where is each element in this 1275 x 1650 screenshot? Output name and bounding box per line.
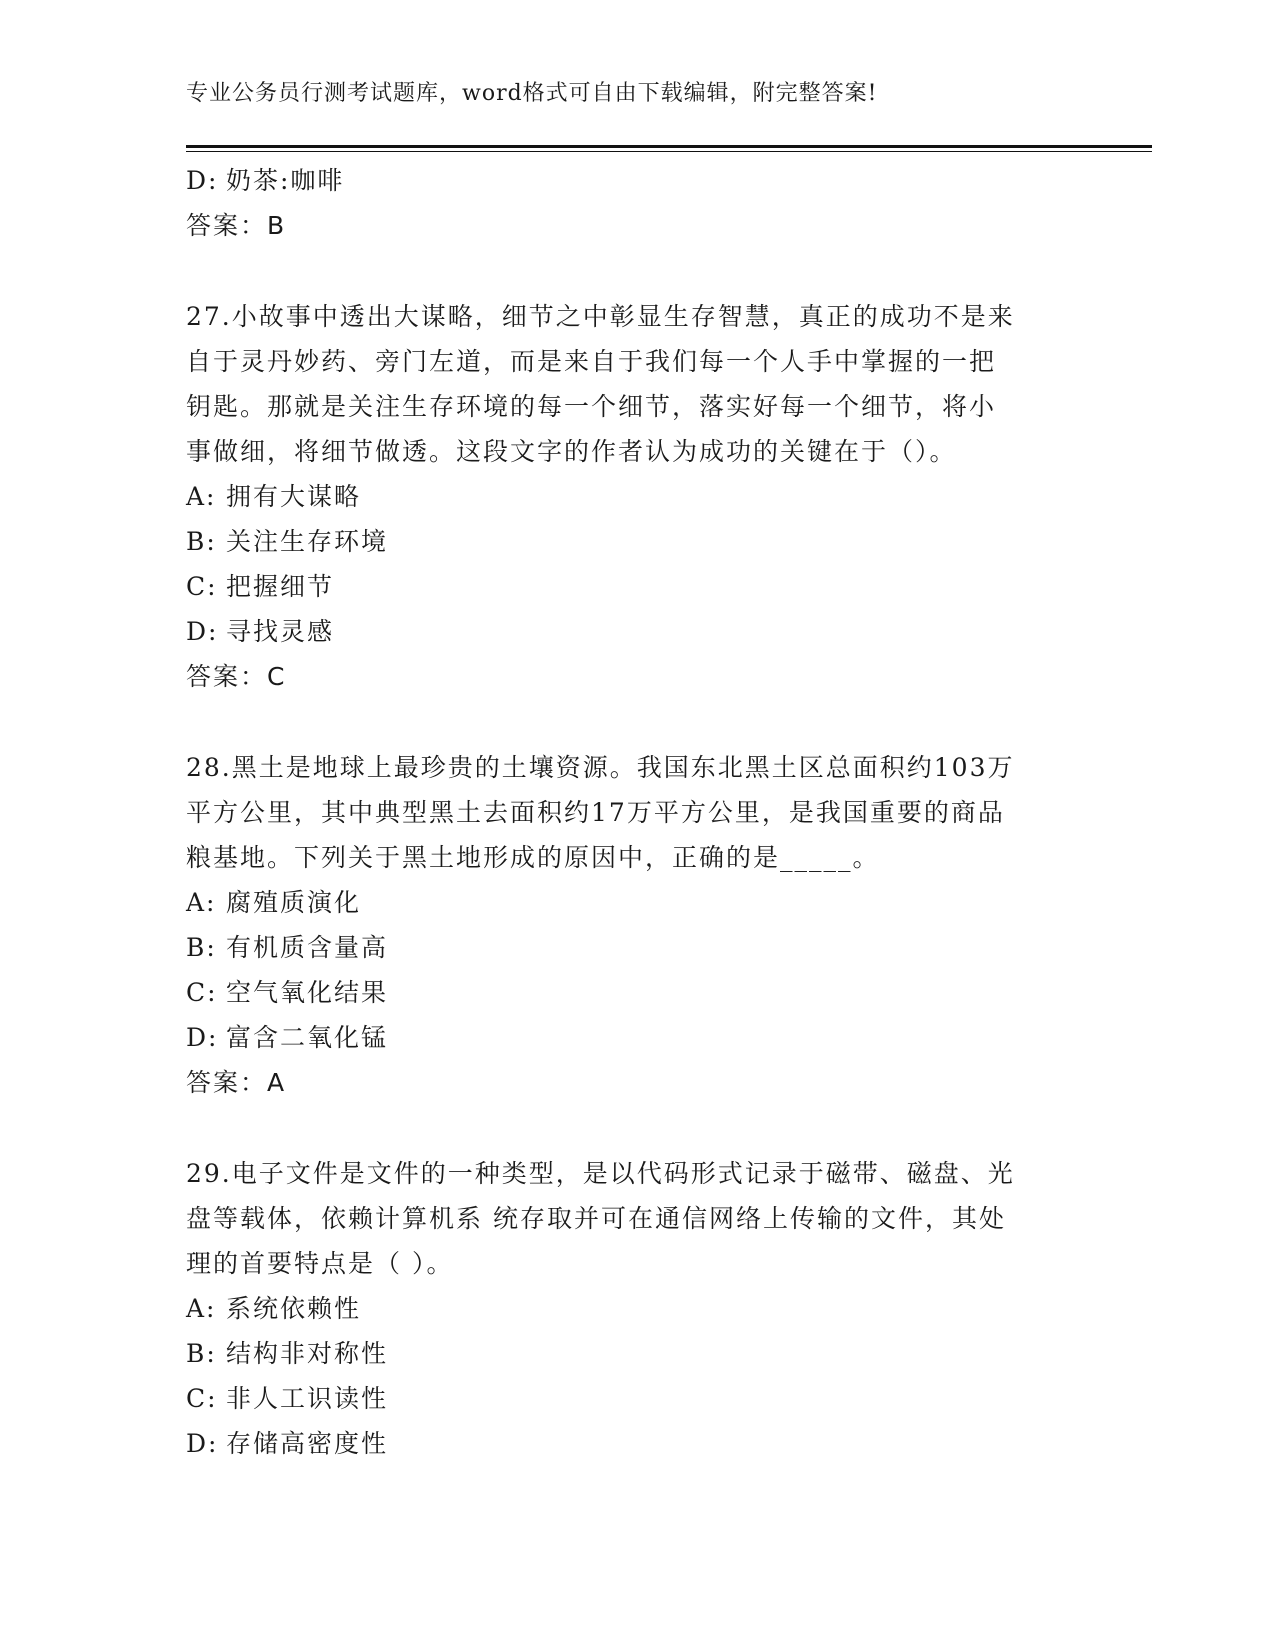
option-text: 关注生存环境 — [226, 527, 389, 556]
question-stem-line: 自于灵丹妙药、旁门左道，而是来自于我们每一个人手中掌握的一把 — [186, 347, 997, 376]
answer: 答案：C — [186, 662, 287, 691]
question-29 — [186, 1151, 1086, 1466]
option-a — [186, 880, 1086, 925]
question-stem-line: 平方公里，其中典型黑土去面积约17万平方公里，是我国重要的商品 — [186, 798, 1005, 827]
option-a — [186, 474, 1086, 519]
option-letter: A: — [186, 482, 217, 511]
option-text: 有机质含量高 — [226, 933, 389, 962]
option-c — [186, 970, 1086, 1015]
option-letter: C: — [186, 1384, 218, 1413]
spacer — [186, 248, 1086, 294]
option-text: 拥有大谋略 — [226, 482, 362, 511]
page-content — [186, 158, 1086, 1466]
option-text: 寻找灵感 — [226, 617, 335, 646]
option-d — [186, 1015, 1086, 1060]
option-letter: A: — [186, 888, 217, 917]
option-text: 奶茶:咖啡 — [226, 166, 345, 195]
spacer — [186, 699, 1086, 745]
question-28 — [186, 745, 1086, 1105]
option-d — [186, 1421, 1086, 1466]
option-letter: D: — [186, 166, 219, 195]
option-b — [186, 1331, 1086, 1376]
option-text: 结构非对称性 — [226, 1339, 389, 1368]
option-text: 存储高密度性 — [226, 1429, 389, 1458]
option-b — [186, 519, 1086, 564]
option-letter: D: — [186, 1429, 219, 1458]
header-rule-thick — [186, 145, 1152, 148]
option-letter: D: — [186, 1023, 219, 1052]
option-text: 腐殖质演化 — [226, 888, 362, 917]
option-d-prev — [186, 158, 1086, 203]
option-text: 系统依赖性 — [226, 1294, 362, 1323]
option-a — [186, 1286, 1086, 1331]
option-letter: B: — [186, 1339, 217, 1368]
question-stem-line: 事做细，将细节做透。这段文字的作者认为成功的关键在于（）。 — [186, 437, 957, 466]
spacer — [186, 1105, 1086, 1151]
option-letter: D: — [186, 617, 219, 646]
answer: 答案：A — [186, 1068, 287, 1097]
option-d — [186, 609, 1086, 654]
option-text: 非人工识读性 — [226, 1384, 389, 1413]
option-letter: B: — [186, 933, 217, 962]
question-stem-line: 钥匙。那就是关注生存环境的每一个细节，落实好每一个细节，将小 — [186, 392, 997, 421]
question-stem-line: 27.小故事中透出大谋略，细节之中彰显生存智慧，真正的成功不是来 — [186, 302, 1015, 331]
header-rule-thin — [186, 151, 1152, 152]
option-letter: A: — [186, 1294, 217, 1323]
question-stem-line: 28.黑土是地球上最珍贵的土壤资源。我国东北黑土区总面积约103万 — [186, 753, 1015, 782]
answer-prev: 答案：B — [186, 211, 287, 240]
option-letter: B: — [186, 527, 217, 556]
question-27 — [186, 294, 1086, 699]
question-stem-line: 理的首要特点是（ ）。 — [186, 1249, 454, 1278]
option-letter: C: — [186, 572, 218, 601]
option-c — [186, 564, 1086, 609]
question-stem-line: 粮基地。下列关于黑土地形成的原因中，正确的是_____。 — [186, 843, 880, 872]
option-c — [186, 1376, 1086, 1421]
page-header: 专业公务员行测考试题库，word格式可自由下载编辑，附完整答案! — [186, 81, 878, 106]
option-text: 把握细节 — [226, 572, 335, 601]
option-letter: C: — [186, 978, 218, 1007]
option-text: 富含二氧化锰 — [226, 1023, 389, 1052]
option-b — [186, 925, 1086, 970]
question-stem-line: 盘等载体，依赖计算机系 统存取并可在通信网络上传输的文件，其处 — [186, 1204, 1006, 1233]
question-stem-line: 29.电子文件是文件的一种类型，是以代码形式记录于磁带、磁盘、光 — [186, 1159, 1015, 1188]
option-text: 空气氧化结果 — [226, 978, 389, 1007]
